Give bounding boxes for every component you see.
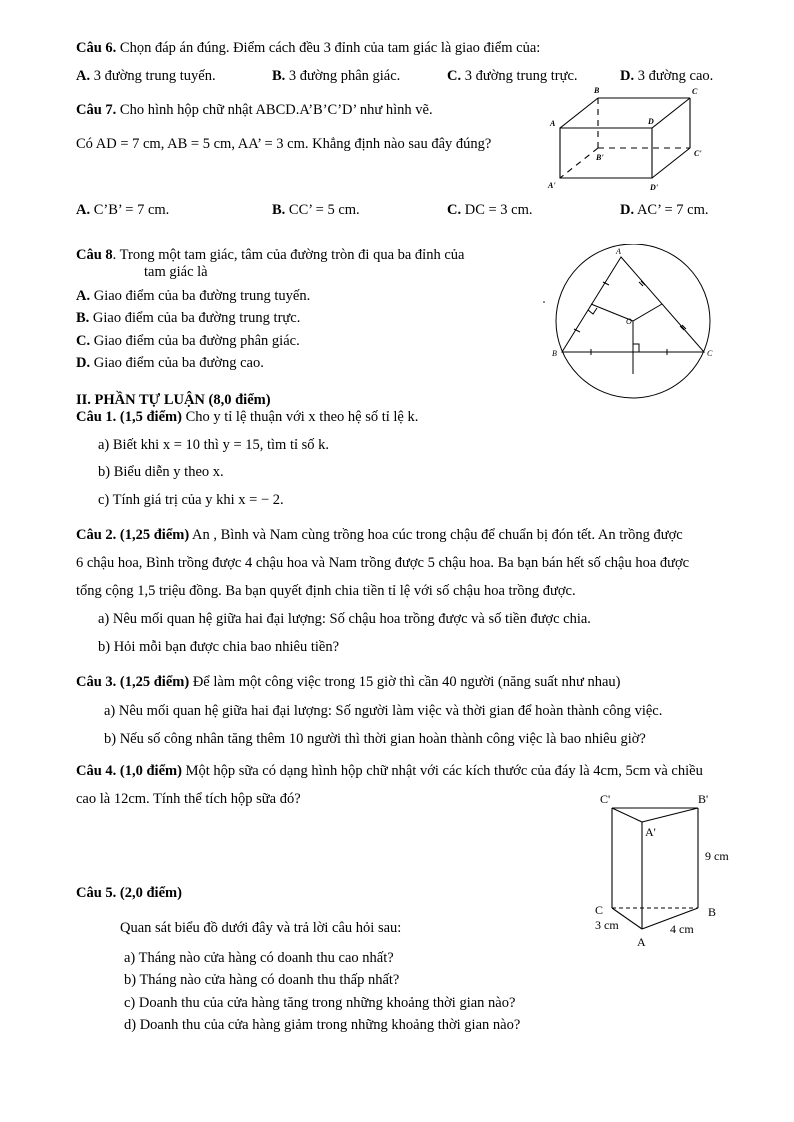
part2-title: II. PHẦN TỰ LUẬN (8,0 điểm): [76, 392, 271, 408]
c5-item-b: b) Tháng nào cửa hàng có doanh thu thấp nhất?: [124, 972, 400, 988]
c3-label: Câu 3. (1,25 điểm): [76, 674, 190, 690]
c4-line1: Một hộp sữa có dạng hình hộp chữ nhật với các kích thước của đáy là 4cm, 5cm và chiều: [181, 763, 703, 779]
c2-question: [76, 527, 683, 544]
c2-item-a: a) Nêu mối quan hệ giữa hai đại lượng: Số chậu hoa trồng được và số tiền được chia.: [98, 611, 591, 627]
c5-question: [76, 885, 182, 902]
label-b1: B': [698, 792, 709, 806]
q8-question-line2: tam giác là: [144, 264, 208, 280]
q7-option-c: C. DC = 3 cm.: [447, 202, 533, 218]
c2-label: Câu 2. (1,25 điểm): [76, 527, 190, 543]
q7-label: Câu 7.: [76, 102, 117, 118]
prism-figure: [588, 788, 744, 952]
q6-option-d: D. 3 đường cao.: [620, 68, 714, 84]
c5-label: Câu 5. (2,0 điểm): [76, 885, 182, 901]
cuboid-figure: [540, 84, 720, 194]
label-d1: D': [650, 183, 658, 192]
label-c1: C': [694, 149, 702, 158]
q7-option-b: B. CC’ = 5 cm.: [272, 202, 360, 218]
c1-label: Câu 1. (1,5 điểm): [76, 409, 182, 425]
label-a1: A': [548, 181, 556, 190]
q7-question: [76, 102, 433, 119]
label-b: B: [552, 349, 557, 358]
c1-item-b: b) Biểu diễn y theo x.: [98, 464, 224, 480]
c2-line3: tổng cộng 1,5 triệu đồng. Ba bạn quyết định chia tiền tỉ lệ với số chậu hoa trồng được.: [76, 583, 576, 599]
c1-item-c: c) Tính giá trị của y khi x = − 2.: [98, 492, 284, 508]
c3-item-b: b) Nếu số công nhân tăng thêm 10 người thì thời gian hoàn thành công việc là bao nhiêu giờ?: [104, 731, 646, 747]
q8-question: [76, 247, 464, 264]
label-b: B: [594, 86, 600, 95]
label-a: A: [637, 935, 646, 949]
c5-item-d: d) Doanh thu của cửa hàng giảm trong những khoảng thời gian nào?: [124, 1017, 521, 1033]
c5-item-a: a) Tháng nào cửa hàng có doanh thu cao nhất?: [124, 950, 394, 966]
q6-question: [76, 40, 540, 57]
label-c: C: [692, 87, 698, 96]
label-c: C: [595, 903, 604, 917]
label-a1: A': [645, 825, 656, 839]
q8-text: . Trong một tam giác, tâm của đường tròn đi qua ba đỉnh của: [112, 247, 465, 263]
q6-label: Câu 6.: [76, 40, 117, 56]
c2-line1: An , Bình và Nam cùng trồng hoa cúc trong chậu để chuẩn bị đón tết. An trồng được: [189, 527, 683, 543]
q8-option-c: C. Giao điểm của ba đường phân giác.: [76, 333, 300, 349]
q8-option-b: B. Giao điểm của ba đường trung trực.: [76, 310, 301, 326]
q7-option-d: D. AC’ = 7 cm.: [620, 202, 709, 218]
c3-item-a: a) Nêu mối quan hệ giữa hai đại lượng: Số người làm việc và thời gian để hoàn thành công việc.: [104, 703, 663, 719]
circumcircle-figure: [540, 244, 720, 404]
q6-option-a: A. 3 đường trung tuyến.: [76, 68, 216, 84]
label-a: A: [616, 247, 621, 256]
label-c1: C': [600, 792, 611, 806]
label-o: O: [626, 317, 632, 326]
q6-option-b: B. 3 đường phân giác.: [272, 68, 401, 84]
c1-item-a: a) Biết khi x = 10 thì y = 15, tìm tỉ số k.: [98, 437, 330, 453]
c3-text: Để làm một công việc trong 15 giờ thì cần 40 người (năng suất như nhau): [189, 674, 621, 690]
c5-intro: Quan sát biểu đồ dưới đây và trả lời câu hỏi sau:: [120, 920, 402, 936]
label-b: B: [708, 905, 717, 919]
c1-text: Cho y tỉ lệ thuận với x theo hệ số tỉ lệ k.: [181, 409, 419, 425]
q7-question-line2: Có AD = 7 cm, AB = 5 cm, AA’ = 3 cm. Khẳng định nào sau đây đúng?: [76, 136, 492, 152]
q7-option-a: A. C’B’ = 7 cm.: [76, 202, 170, 218]
q7-text: Cho hình hộp chữ nhật ABCD.A’B’C’D’ như hình vẽ.: [119, 102, 433, 118]
c4-label: Câu 4. (1,0 điểm): [76, 763, 182, 779]
q8-label: Câu 8: [76, 247, 113, 263]
c2-item-b: b) Hỏi mỗi bạn được chia bao nhiêu tiền?: [98, 639, 340, 655]
q6-text: Chọn đáp án đúng. Điểm cách đều 3 đỉnh của tam giác là giao điểm của:: [119, 40, 541, 56]
c4-question: [76, 763, 703, 780]
c1-question: [76, 409, 418, 426]
c4-line2: cao là 12cm. Tính thể tích hộp sữa đó?: [76, 791, 301, 807]
label-width-4: 4 cm: [670, 922, 694, 936]
label-a: A: [550, 119, 556, 128]
q6-option-c: C. 3 đường trung trực.: [447, 68, 578, 84]
label-c: C: [707, 349, 713, 358]
c2-line2: 6 chậu hoa, Bình trồng được 4 chậu hoa và Nam trồng được 5 chậu hoa. Ba bạn bán hết số chậu hoa được: [76, 555, 690, 571]
c5-item-c: c) Doanh thu của cửa hàng tăng trong những khoảng thời gian nào?: [124, 995, 516, 1011]
label-width-3: 3 cm: [595, 918, 619, 932]
c3-question: [76, 674, 621, 691]
q8-option-d: D. Giao điểm của ba đường cao.: [76, 355, 264, 371]
label-b1: B': [596, 153, 604, 162]
label-height: 9 cm: [705, 849, 729, 863]
q8-option-a: A. Giao điểm của ba đường trung tuyến.: [76, 288, 311, 304]
label-d: D: [648, 117, 654, 126]
